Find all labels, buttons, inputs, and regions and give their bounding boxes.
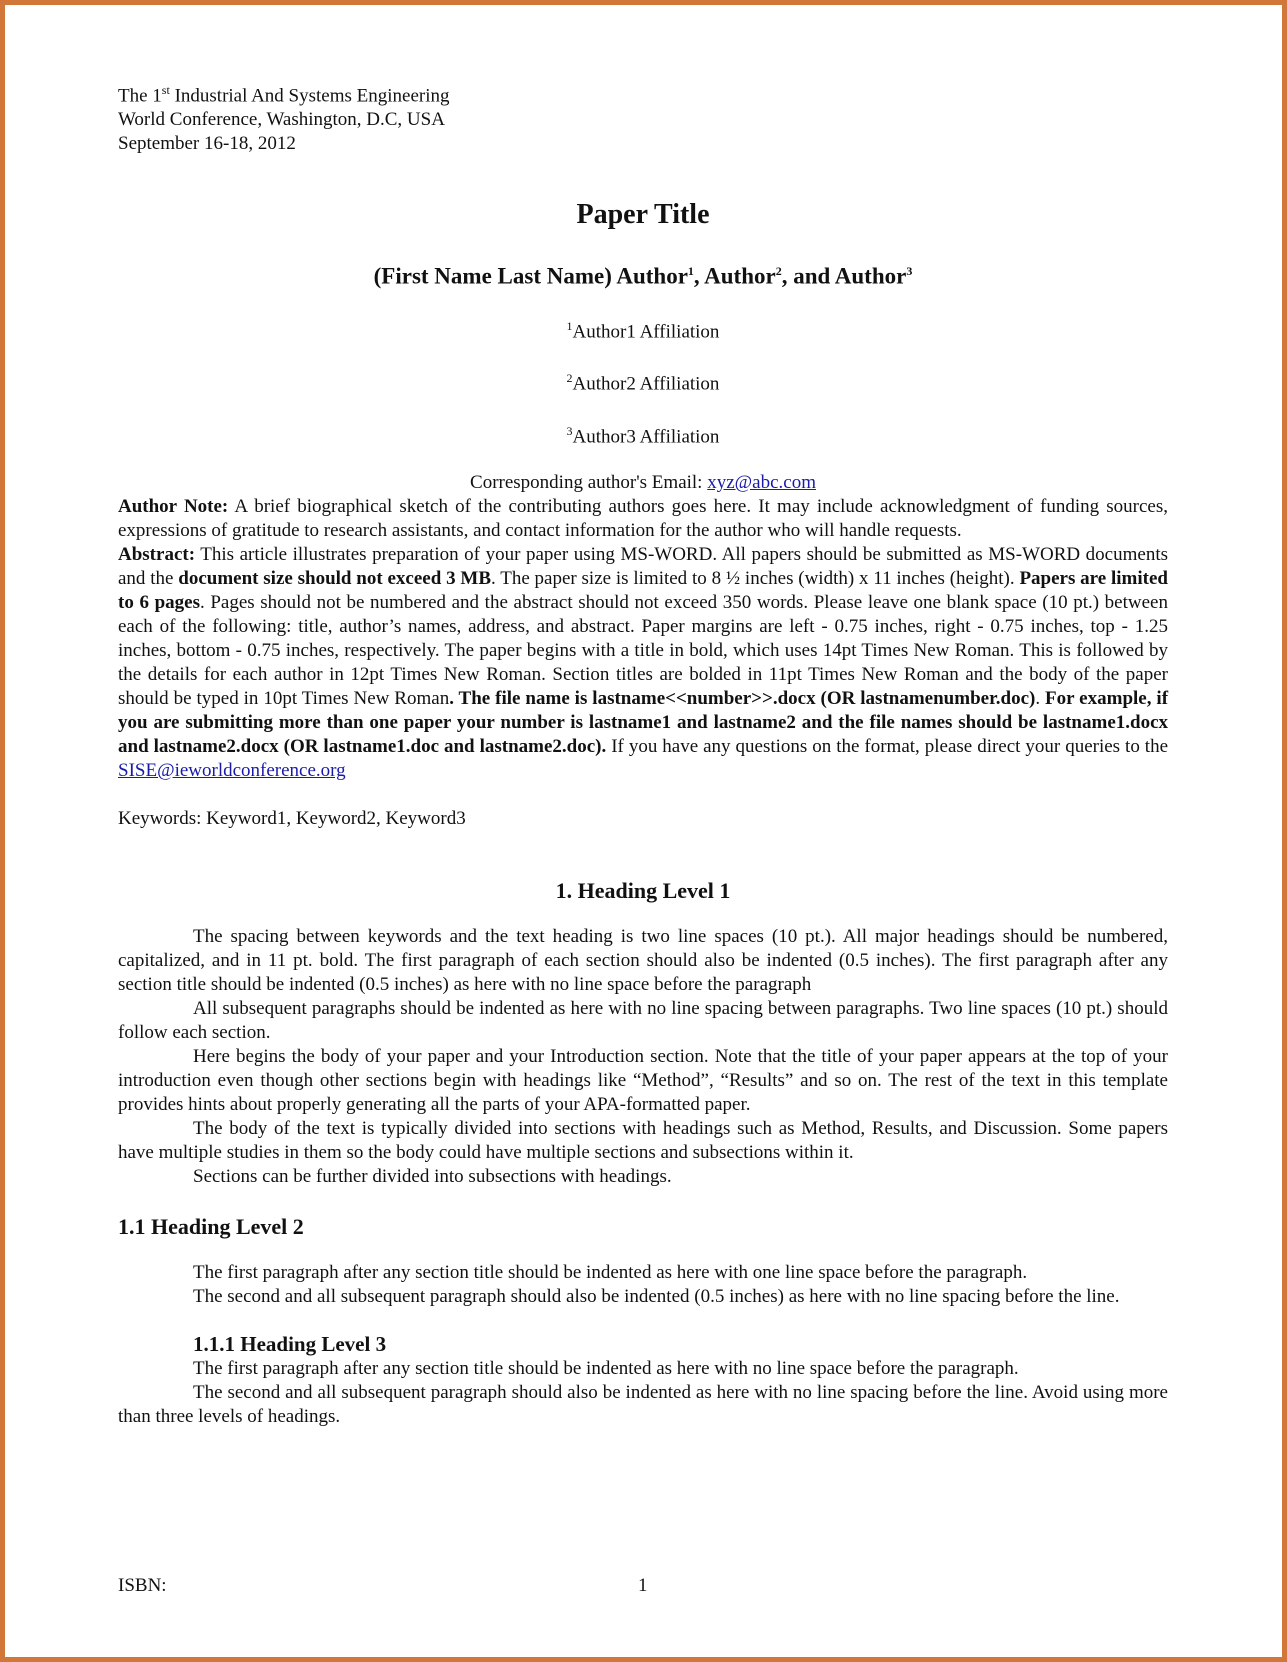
author-note-label: Author Note:: [118, 495, 229, 517]
author-2-sup: 2: [775, 264, 782, 279]
conference-line-2: World Conference, Washington, D.C, USA: [118, 109, 445, 131]
paper-page: [118, 78, 1168, 1429]
affiliation-1: [118, 314, 1168, 344]
abstract-text-3: . Pages should not be numbered and the abstract should not exceed 350 words. Please leave one blank space (10 pt.) between each of the following: title, author’s names, address, and abstract. Paper margins are left - 0.75 inches, right - 0.75 inches, top - 1.25 inches, bottom - 0.75 inches, respectively. The paper begins with a title in bold, which uses 14pt Times New Roman. This is followed by the details for each author in 12pt Times New Roman. Section titles are bolded in 11pt Times New Roman and the body of the paper should be typed in 10pt Times New Roman: [118, 591, 1168, 709]
conference-header: [118, 78, 1168, 156]
abstract-bold-2: Papers are limited to 6 pages: [118, 567, 1168, 613]
affiliation-3: [118, 419, 1168, 449]
section-3-body: [118, 1357, 1168, 1429]
affiliation-2-sup: 2: [566, 371, 573, 386]
email-link[interactable]: xyz@abc.com: [707, 471, 816, 493]
paragraph: The first paragraph after any section title should be indented as here with one line space before the paragraph.: [193, 1261, 1028, 1283]
affiliation-2: [118, 366, 1168, 396]
paragraph: Here begins the body of your paper and your Introduction section. Note that the title of your paper appears at the top of your introduction even though other sections begin with headings like “Method”, “Results” and so on. The rest of the text in this template provides hints about properly generating all the parts of your APA-formatted paper.: [118, 1045, 1168, 1115]
heading-level-1: 1. Heading Level 1: [555, 877, 731, 903]
paragraph: Sections can be further divided into subsections with headings.: [193, 1165, 672, 1187]
affiliation-2-text: Author2 Affiliation: [572, 373, 720, 395]
abstract-text-5: If you have any questions on the format, please direct your queries to the: [606, 735, 1168, 757]
paragraph: All subsequent paragraphs should be indented as here with no line spacing between paragraphs. Two line spaces (10 pt.) should follow each section.: [118, 997, 1168, 1043]
isbn-label: ISBN:: [118, 1575, 167, 1596]
paragraph: The body of the text is typically divided into sections with headings such as Method, Results, and Discussion. Some papers have multiple studies in them so the body could have multiple sections and subsections within it.: [118, 1117, 1168, 1163]
paper-title: Paper Title: [576, 199, 710, 231]
page-footer: [118, 1575, 1168, 1601]
conference-ordinal: st: [161, 83, 170, 97]
abstract-label: Abstract:: [118, 543, 196, 565]
author-3-name: , and Author: [781, 263, 907, 289]
sise-email-link[interactable]: SISE@ieworldconference.org: [118, 759, 346, 781]
heading-level-2: 1.1 Heading Level 2: [118, 1213, 304, 1239]
author-3-sup: 3: [906, 264, 913, 279]
abstract-bold-4: For example, if you are submitting more than one paper your number is lastname1 and lastname2 and the file names should be lastname1.docx and lastname2.docx (OR lastname1.doc and lastname2.doc).: [118, 687, 1169, 757]
author-note: [118, 495, 1168, 543]
abstract: [118, 543, 1168, 783]
affiliation-1-sup: 1: [566, 318, 573, 333]
paragraph: The second and all subsequent paragraph should also be indented as here with no line spacing before the line. Avoid using more than three levels of headings.: [118, 1381, 1168, 1427]
paragraph: The first paragraph after any section title should be indented as here with no line space before the paragraph.: [193, 1357, 1019, 1379]
conference-line-1-post: Industrial And Systems Engineering: [169, 85, 450, 107]
paragraph: The spacing between keywords and the text heading is two line spaces (10 pt.). All major headings should be numbered, capitalized, and in 11 pt. bold. The first paragraph of each section should also be indented (0.5 inches). The first paragraph after any section title should be indented (0.5 inches) as here with no line space before the paragraph: [118, 925, 1168, 995]
paragraph: The second and all subsequent paragraph should also be indented (0.5 inches) as here with no line spacing before the line.: [193, 1285, 1120, 1307]
abstract-text-4: .: [1035, 687, 1046, 709]
affiliation-3-sup: 3: [566, 423, 573, 438]
page-number: 1: [638, 1575, 648, 1596]
author-1-name: (First Name Last Name) Author: [373, 263, 688, 289]
conference-line-3: September 16-18, 2012: [118, 133, 296, 155]
section-1-body: [118, 925, 1168, 1189]
section-2-body: [118, 1261, 1168, 1309]
keywords: Keywords: Keyword1, Keyword2, Keyword3: [118, 807, 466, 829]
abstract-text-1: This article illustrates preparation of your paper using MS-WORD. All papers should be submitted as MS-WORD documents and the: [118, 543, 1168, 589]
heading-level-3: 1.1.1 Heading Level 3: [193, 1331, 387, 1356]
affiliation-1-text: Author1 Affiliation: [572, 321, 720, 343]
email-label: Corresponding author's Email:: [470, 471, 708, 493]
abstract-text-2: . The paper size is limited to 8 ½ inches (width) x 11 inches (height).: [491, 567, 1020, 589]
abstract-bold-1: document size should not exceed 3 MB: [178, 567, 491, 589]
author-note-text: A brief biographical sketch of the contributing authors goes here. It may include acknowledgment of funding sources, expressions of gratitude to research assistants, and contact information for the author who will handle requests.: [118, 495, 1168, 541]
conference-line-1: [118, 78, 1168, 108]
conference-line-1-pre: The 1: [118, 85, 162, 107]
corresponding-email: [118, 471, 1168, 495]
author-1-sup: 1: [687, 264, 694, 279]
affiliation-3-text: Author3 Affiliation: [572, 425, 720, 447]
author-2-name: , Author: [693, 263, 776, 289]
abstract-bold-3: . The file name is lastname<<number>>.docx (OR lastnamenumber.doc): [449, 687, 1036, 709]
author-line: [118, 256, 1168, 292]
